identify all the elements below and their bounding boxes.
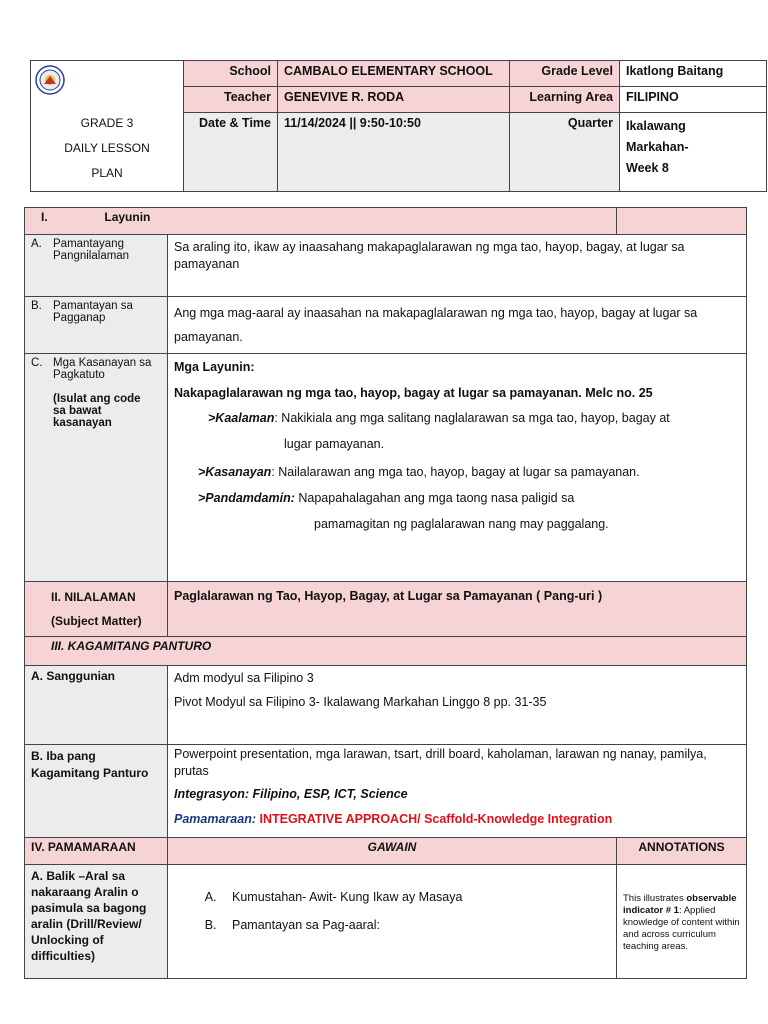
- pamantayang-pangnilalaman-label: [25, 235, 168, 297]
- pandamdamin-line: [174, 485, 740, 511]
- school-label: School: [184, 61, 278, 87]
- quarter-line-2: Markahan-: [626, 140, 689, 155]
- pamantayan-pagganap-label: [25, 297, 168, 354]
- date-label: Date & Time: [184, 113, 278, 192]
- sanggunian-label: A. Sanggunian: [25, 666, 168, 745]
- letter-a: A.: [31, 238, 42, 250]
- pamamaraan-label: Pamamaraan:: [174, 812, 256, 826]
- kasanayan-note: (Isulat ang code sa bawat kasanayan: [53, 393, 141, 429]
- kaalaman-line: [174, 410, 740, 427]
- label-text: Pamantayan sa Pagganap: [53, 300, 133, 324]
- teacher-value: GENEVIVE R. RODA: [278, 87, 510, 113]
- balik-aral-annotation: [617, 865, 747, 979]
- learning-area-label: Learning Area: [510, 87, 620, 113]
- layunin-header: [25, 208, 617, 235]
- gawain-header: GAWAIN: [168, 838, 617, 865]
- quarter-value: [620, 113, 767, 192]
- pamantayan-pagganap-text: Ang mga mag-aaral ay inaasahan na makapaglalarawan ng mga tao, hayop, bagay at lugar sa pamayanan.: [168, 297, 747, 354]
- nilalaman-label-cell: [25, 582, 168, 637]
- kasanayan-content: [168, 354, 747, 582]
- balik-aral-content: [168, 865, 617, 979]
- nilalaman-label-1: II. NILALAMAN: [51, 590, 136, 604]
- sanggunian-line-2: Pivot Modyul sa Filipino 3- Ikalawang Markahan Linggo 8 pp. 31-35: [174, 695, 547, 709]
- kaalaman-label: >Kaalaman: [208, 411, 275, 425]
- grade-block: [31, 111, 183, 186]
- pamamaraan-header-label: IV. PAMAMARAAN: [25, 838, 168, 865]
- quarter-label: Quarter: [510, 113, 620, 192]
- label-text: Pamantayang Pangnilalaman: [53, 238, 130, 262]
- grade-level-value: Ikatlong Baitang: [620, 61, 767, 87]
- grade-line: GRADE 3: [80, 116, 134, 130]
- mga-layunin-heading: Mga Layunin:: [174, 360, 255, 374]
- iba-pang-label: B. Iba pang Kagamitang Panturo: [25, 745, 168, 838]
- letter-c: C.: [31, 357, 43, 369]
- iba-pang-text: Powerpoint presentation, mga larawan, tsart, drill board, kaholaman, larawan ng nanay, pamilya, prutas: [174, 747, 707, 778]
- annotation-pre: This illustrates: [623, 893, 687, 904]
- school-value: CAMBALO ELEMENTARY SCHOOL: [278, 61, 510, 87]
- learning-area-value: FILIPINO: [620, 87, 767, 113]
- logo-cell: [31, 61, 184, 192]
- pandamdamin-label: >Pandamdamin:: [198, 491, 295, 505]
- label-text: Mga Kasanayan sa Pagkatuto: [53, 357, 152, 381]
- date-value: 11/14/2024 || 9:50-10:50: [278, 113, 510, 192]
- plan-line: PLAN: [91, 166, 123, 180]
- nilalaman-label-2: (Subject Matter): [51, 614, 142, 628]
- teacher-label: Teacher: [184, 87, 278, 113]
- list-item: B. Pamantayan sa Pag-aaral:: [220, 911, 610, 939]
- kasanayan-item-label: >Kasanayan: [198, 465, 272, 479]
- sanggunian-line-1: Adm modyul sa Filipino 3: [174, 671, 314, 685]
- lesson-table: [24, 207, 747, 979]
- pamamaraan-value: INTEGRATIVE APPROACH/ Scaffold-Knowledge Integration: [256, 812, 613, 826]
- annotations-header: ANNOTATIONS: [617, 838, 747, 865]
- pamantayang-pangnilalaman-text: Sa araling ito, ikaw ay inaasahang makapaglalarawan ng mga tao, hayop, bagay, at lugar sa pamayanan: [168, 235, 747, 297]
- objective-text: Nakapaglalarawan ng mga tao, hayop, bagay at lugar sa pamayanan. Melc no. 25: [174, 386, 653, 400]
- quarter-line-3: Week 8: [626, 161, 669, 176]
- annotation-bold: observable indicator # 1: [623, 893, 737, 916]
- layunin-title: Layunin: [104, 210, 151, 224]
- quarter-line-1: Ikalawang: [626, 119, 686, 134]
- pamamaraan-line: [174, 811, 740, 828]
- sanggunian-content: [168, 666, 747, 745]
- balik-aral-list: [190, 883, 610, 939]
- list-item: A. Kumustahan- Awit- Kung Ikaw ay Masaya: [220, 883, 610, 911]
- kasanayan-line: [174, 459, 740, 485]
- kasanayan-label-cell: [25, 354, 168, 582]
- iba-pang-content: [168, 745, 747, 838]
- kaalaman-text: : Nakikiala ang mga salitang naglalarawan sa mga tao, hayop, bagay at: [274, 411, 670, 425]
- kaalaman-cont: lugar pamayanan.: [284, 437, 385, 451]
- balik-aral-label: A. Balik –Aral sa nakaraang Aralin o pasimula sa bagong aralin (Drill/Review/ Unlocking of difficulties): [25, 865, 168, 979]
- pandamdamin-cont: pamamagitan ng paglalarawan nang may paggalang.: [314, 517, 609, 531]
- kasanayan-item-text: : Nailalarawan ang mga tao, hayop, bagay at lugar sa pamayanan.: [271, 465, 640, 479]
- kagamitan-header: III. KAGAMITANG PANTURO: [25, 637, 747, 666]
- letter-b: B.: [31, 300, 42, 312]
- header-table: [30, 60, 767, 192]
- deped-seal-icon: [35, 65, 65, 95]
- daily-lesson-line: DAILY LESSON: [64, 141, 150, 155]
- grade-level-label: Grade Level: [510, 61, 620, 87]
- layunin-number: I.: [41, 210, 48, 224]
- pandamdamin-text: Napapahalagahan ang mga taong nasa paligid sa: [294, 491, 575, 505]
- integrasyon-text: Integrasyon: Filipino, ESP, ICT, Science: [174, 787, 408, 801]
- nilalaman-text: Paglalarawan ng Tao, Hayop, Bagay, at Lugar sa Pamayanan ( Pang-uri ): [168, 582, 747, 637]
- annotation-post: : Applied knowledge of content within and across curriculum teaching areas.: [623, 905, 740, 952]
- layunin-annotation-cell: [617, 208, 747, 235]
